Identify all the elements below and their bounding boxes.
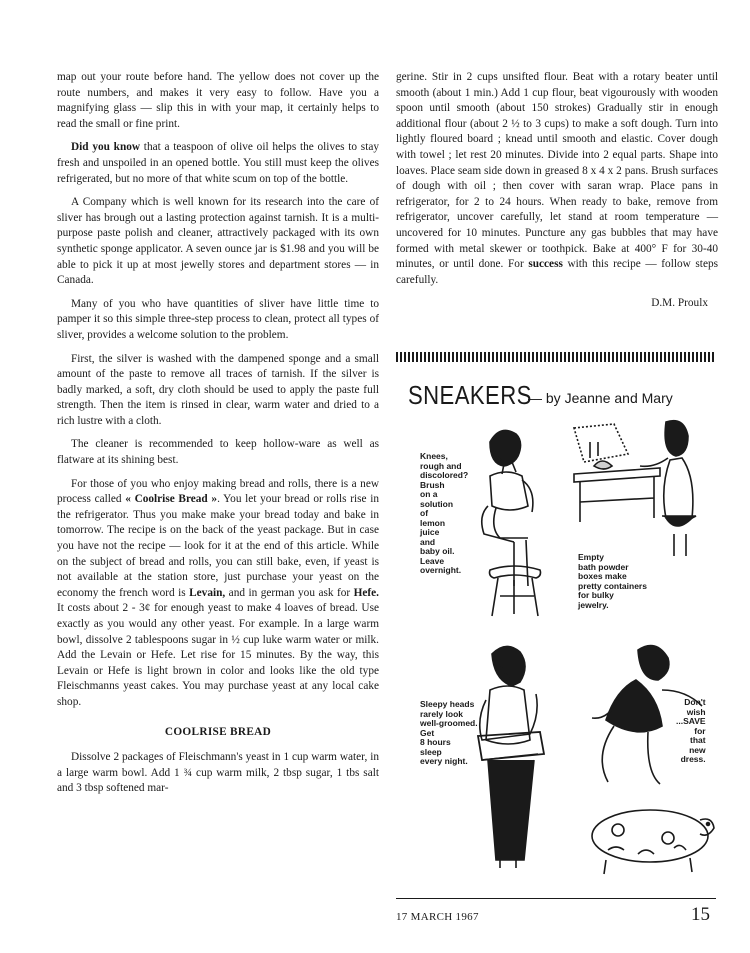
caption-save: Don't wish ...SAVE for that new dress. [676, 697, 706, 764]
paragraph-silver-steps: First, the silver is washed with the dampened sponge and a small amount of the paste to remove all traces of tarnish. If the silver is badly marked, a soft, dry cloth should be used to apply the paste full strength. Then the item is rinsed in clear, warm water and dried to a rich lustre with a cloth. [57, 352, 379, 427]
cartoon-byline: — by Jeanne and Mary [528, 390, 673, 406]
caption-knees: Knees, rough and discolored? Brush on a solution of lemon juice and baby oil. Leave overnight. [420, 451, 469, 575]
hatched-divider [396, 352, 716, 362]
illustration-woman-at-dresser [570, 418, 710, 558]
recipe-text-b: with this recipe — follow steps carefully. [396, 258, 719, 286]
issue-date: 17 MARCH 1967 [396, 911, 479, 923]
bread-text-c: and in german you ask for [225, 586, 354, 599]
paragraph-recipe-start: Dissolve 2 packages of Fleischmann's yeast in 1 cup warm water, in a large warm bowl. Add 1 ¾ cup warm milk, 2 tbsp sugar, 1 tbs salt and 3 tbsp softened mar- [57, 751, 379, 795]
footer-rule [396, 898, 716, 899]
hefe-term: Hefe. [353, 586, 380, 599]
illustration-woman-with-books [470, 640, 560, 870]
paragraph-hollow-ware: The cleaner is recommended to keep hollow-ware as well as flatware at its shining best. [57, 438, 379, 467]
paragraph-olive-oil [57, 140, 379, 187]
author-signature: D.M. Proulx [651, 297, 708, 310]
left-column [57, 70, 379, 805]
cartoon-title: SNEAKERS [408, 380, 532, 410]
caption-bath-powder: Empty bath powder boxes make pretty containers for bulky jewelry. [578, 552, 647, 610]
paragraph-tarnish: A Company which is well known for its research into the care of sliver has brough out a lasting protection against tarnish. It is a multi-purpose paste polish and cleaner, attractively packaged with its own synthetic sponge applicator. A seven ounce jar is $1.98 and you will be able to pick it up at most jewelly stores and department stores — in Canada. [57, 196, 379, 287]
page-number: 15 [691, 904, 710, 925]
bread-text-a: For those of you who enjoy making bread and rolls, there is a new process called [57, 477, 379, 506]
paragraph-silver-time: Many of you who have quantities of sliver have little time to pamper it so this simple three-step process to clean, protect all types of sliver, provides a welcome solution to the problem. [57, 297, 379, 341]
paragraph-route: map out your route before hand. The yellow does not cover up the route numbers, and makes it very easy to follow. Have you a magnifying glass — slip this in with your map, it certainly helps to read the small or fine print. [57, 71, 379, 130]
success-term: success [528, 258, 563, 271]
paragraph-bread [57, 477, 379, 711]
caption-sleepy: Sleepy heads rarely look well-groomed. Get 8 hours sleep every night. [420, 699, 478, 766]
bread-text-b: . You let your bread or rolls rise in the refrigerator. Thus you make make your bread today and bake in tomorrow. The recipe is on the back of the yeast package. But in case you have not the recipe — look for it at the end of this article. While on the subject of bread and rolls, you can still bake, even, if yeast is not available at the station store, just purchase your yeast on the economy the french word is [57, 493, 379, 599]
paragraph-recipe-continued [396, 70, 718, 288]
bread-text-d: It costs about 2 - 3¢ for enough yeast to make 4 loaves of bread. Use exactly as you would any other yeast. For example. In a large warm bowl, dissolve 2 tablespoons sugar in ½ cup luke warm water or milk. Add the Levain or Hefe. Let rise for 15 minutes. By the way, this Levain or Hefe is light brown in color and looks like the old type Fleischmanns yeast cakes. You may purchase yeast at any local cake shop. [57, 602, 379, 708]
illustration-woman-on-stool [460, 420, 570, 620]
did-you-know-label: Did you know [71, 141, 141, 154]
recipe-text-a: gerine. Stir in 2 cups unsifted flour. Beat with a rotary beater until smooth (about 1 min.) Add 1 cup flour, beat vigourously with wooden spoon until smooth (about 150 strokes) Gradually stir in enough additional flour (about 2 ½ to 3 cups) to make a soft dough. Turn into lightly floured board ; knead until smooth and elastic. Cover dough with towel ; let rest 20 minutes. Divide into 2 equal parts. Shape into loaves. Place seam side down in greased 8 x 4 x 2 pans. Brush surfaces of dough with oil ; then cover with saran wrap. Place pans in refrigerator, for 2 to 24 hours. When ready to bake, remove from refrigerator, uncover carefully, let stand at room temperature — uncovered for 10 minutes. Puncture any gas bubbles that may have formed with metal skewer or toothpick. Bake at 400° F for 30-40 minutes, or until done. For [396, 71, 718, 271]
right-column [396, 70, 718, 312]
olive-oil-text: that a teaspoon of olive oil helps the olives to stay fresh and unspoiled in an opened bottle. You still must keep the olives refrigerated, but no more of that white scum on top of the bottle. [57, 141, 379, 185]
coolrise-heading: COOLRISE BREAD [164, 725, 272, 738]
coolrise-bread-term: « Coolrise Bread » [125, 493, 218, 506]
levain-term: Levain, [189, 586, 226, 599]
